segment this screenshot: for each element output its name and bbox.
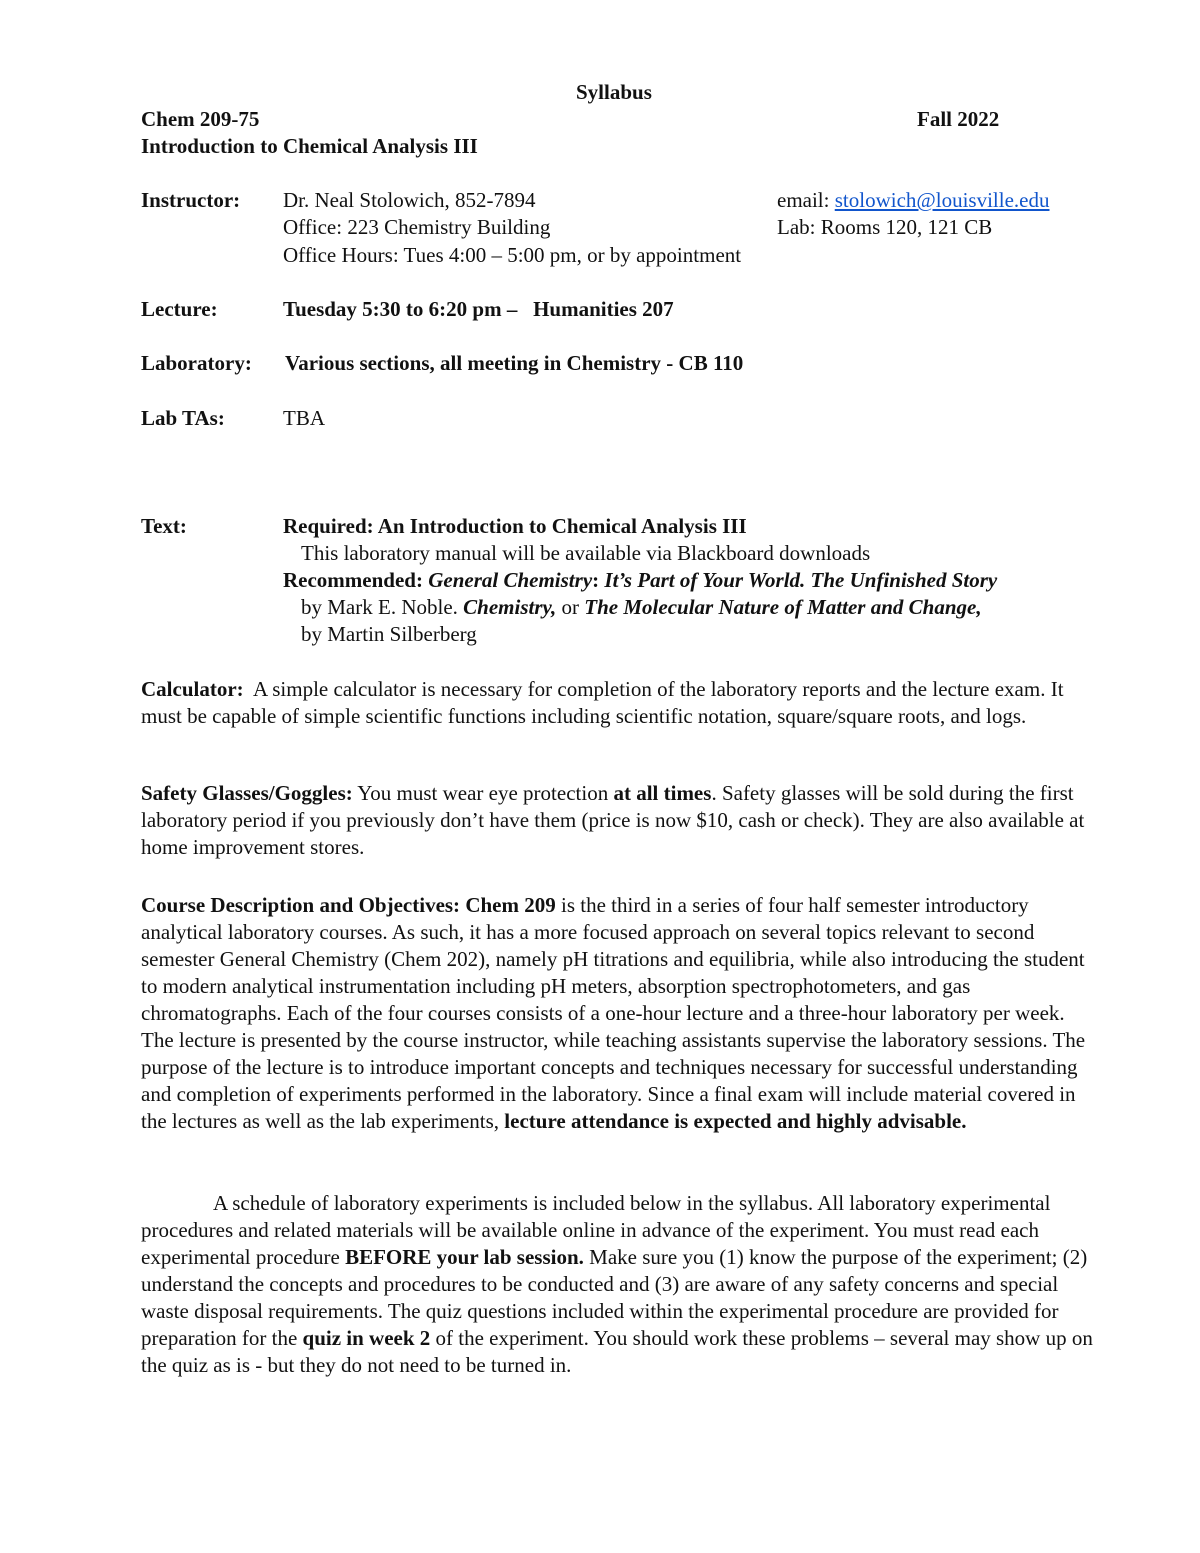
instructor-email (777, 188, 1049, 213)
description-paragraph: Course Description and Objectives: Chem 209 is the third in a series of four half semester introductory analytical laboratory courses. As such, it has a more focused approach on several topics relevant to second semester General Chemistry (Chem 202), namely pH titrations and equilibria, while also introducing the student to modern analytical instrumentation including pH meters, absorption spectrophotometers, and gas chromatographs. Each of the four courses consists of a one-hour lecture and a three-hour laboratory per week. The lecture is presented by the course instructor, while teaching assistants supervise the laboratory sessions. The purpose of the lecture is to introduce important concepts and techniques necessary for successful understanding and completion of experiments performed in the laboratory. Since a final exam will include material covered in the lectures as well as the lab experiments, lecture attendance is expected and highly advisable. (141, 893, 1086, 1133)
email-link[interactable]: stolowich@louisville.edu (834, 188, 1050, 212)
required-text: Required: An Introduction to Chemical Analysis III (283, 514, 747, 538)
instructor-label: Instructor: (141, 188, 241, 212)
safety-label: Safety Glasses/Goggles: (141, 781, 353, 805)
manual-note: This laboratory manual will be available via Blackboard downloads (301, 541, 871, 565)
course-name: Introduction to Chemical Analysis III (141, 134, 478, 158)
schedule-paragraph: A schedule of laboratory experiments is included below in the syllabus. All laboratory experimental procedures and related materials will be available online in advance of the experiment. You must read each experimental procedure BEFORE your lab session. Make sure you (1) know the purpose of the experiment; (2) understand the concepts and procedures to be conducted and (3) are aware of any safety concerns and special waste disposal requirements. The quiz questions included within the experimental procedure are provided for preparation for the quiz in week 2 of the experiment. You should work these problems – several may show up on the quiz as is - but they do not need to be turned in. (141, 1191, 1093, 1377)
safety-paragraph: Safety Glasses/Goggles: You must wear eye protection at all times. Safety glasses will be sold during the first laboratory period if you previously don’t have them (price is now $10, cash or check). They are also available at home improvement stores. (141, 781, 1085, 859)
description-label: Course Description and Objectives: (141, 893, 461, 917)
lecture-value: Tuesday 5:30 to 6:20 pm – Humanities 207 (283, 297, 674, 321)
lecture-label: Lecture: (141, 297, 218, 321)
recommended-line-2: by Mark E. Noble. Chemistry, or The Molecular Nature of Matter and Change, (301, 595, 982, 619)
book1-subtitle: It’s Part of Your World. The Unfinished Story (604, 568, 998, 592)
instructor-name: Dr. Neal Stolowich, 852-7894 (283, 188, 536, 212)
page-title: Syllabus (576, 80, 652, 104)
course-code: Chem 209-75 (141, 107, 260, 131)
text-label: Text: (141, 514, 187, 538)
recommended-line: Recommended: General Chemistry: It’s Part of Your World. The Unfinished Story (283, 568, 998, 592)
recommended-line-3: by Martin Silberberg (301, 622, 477, 646)
term: Fall 2022 (917, 107, 1000, 131)
office-hours: Office Hours: Tues 4:00 – 5:00 pm, or by appointment (283, 243, 742, 267)
email-label: email: (777, 188, 835, 212)
book1-title: General Chemistry (428, 568, 593, 592)
laboratory-value: Various sections, all meeting in Chemistry - CB 110 (285, 351, 744, 375)
book3-title: The Molecular Nature of Matter and Change, (584, 595, 982, 619)
instructor-lab: Lab: Rooms 120, 121 CB (777, 215, 993, 239)
calculator-paragraph: Calculator: A simple calculator is necessary for completion of the laboratory reports and the lecture exam. It must be capable of simple scientific functions including scientific notation, square/square roots, and logs. (141, 677, 1069, 728)
lab-tas-value: TBA (283, 406, 325, 430)
lab-tas-label: Lab TAs: (141, 406, 225, 430)
book2-title: Chemistry, (463, 595, 557, 619)
laboratory-label: Laboratory: (141, 351, 252, 375)
instructor-office: Office: 223 Chemistry Building (283, 215, 551, 239)
calculator-label: Calculator: (141, 677, 244, 701)
